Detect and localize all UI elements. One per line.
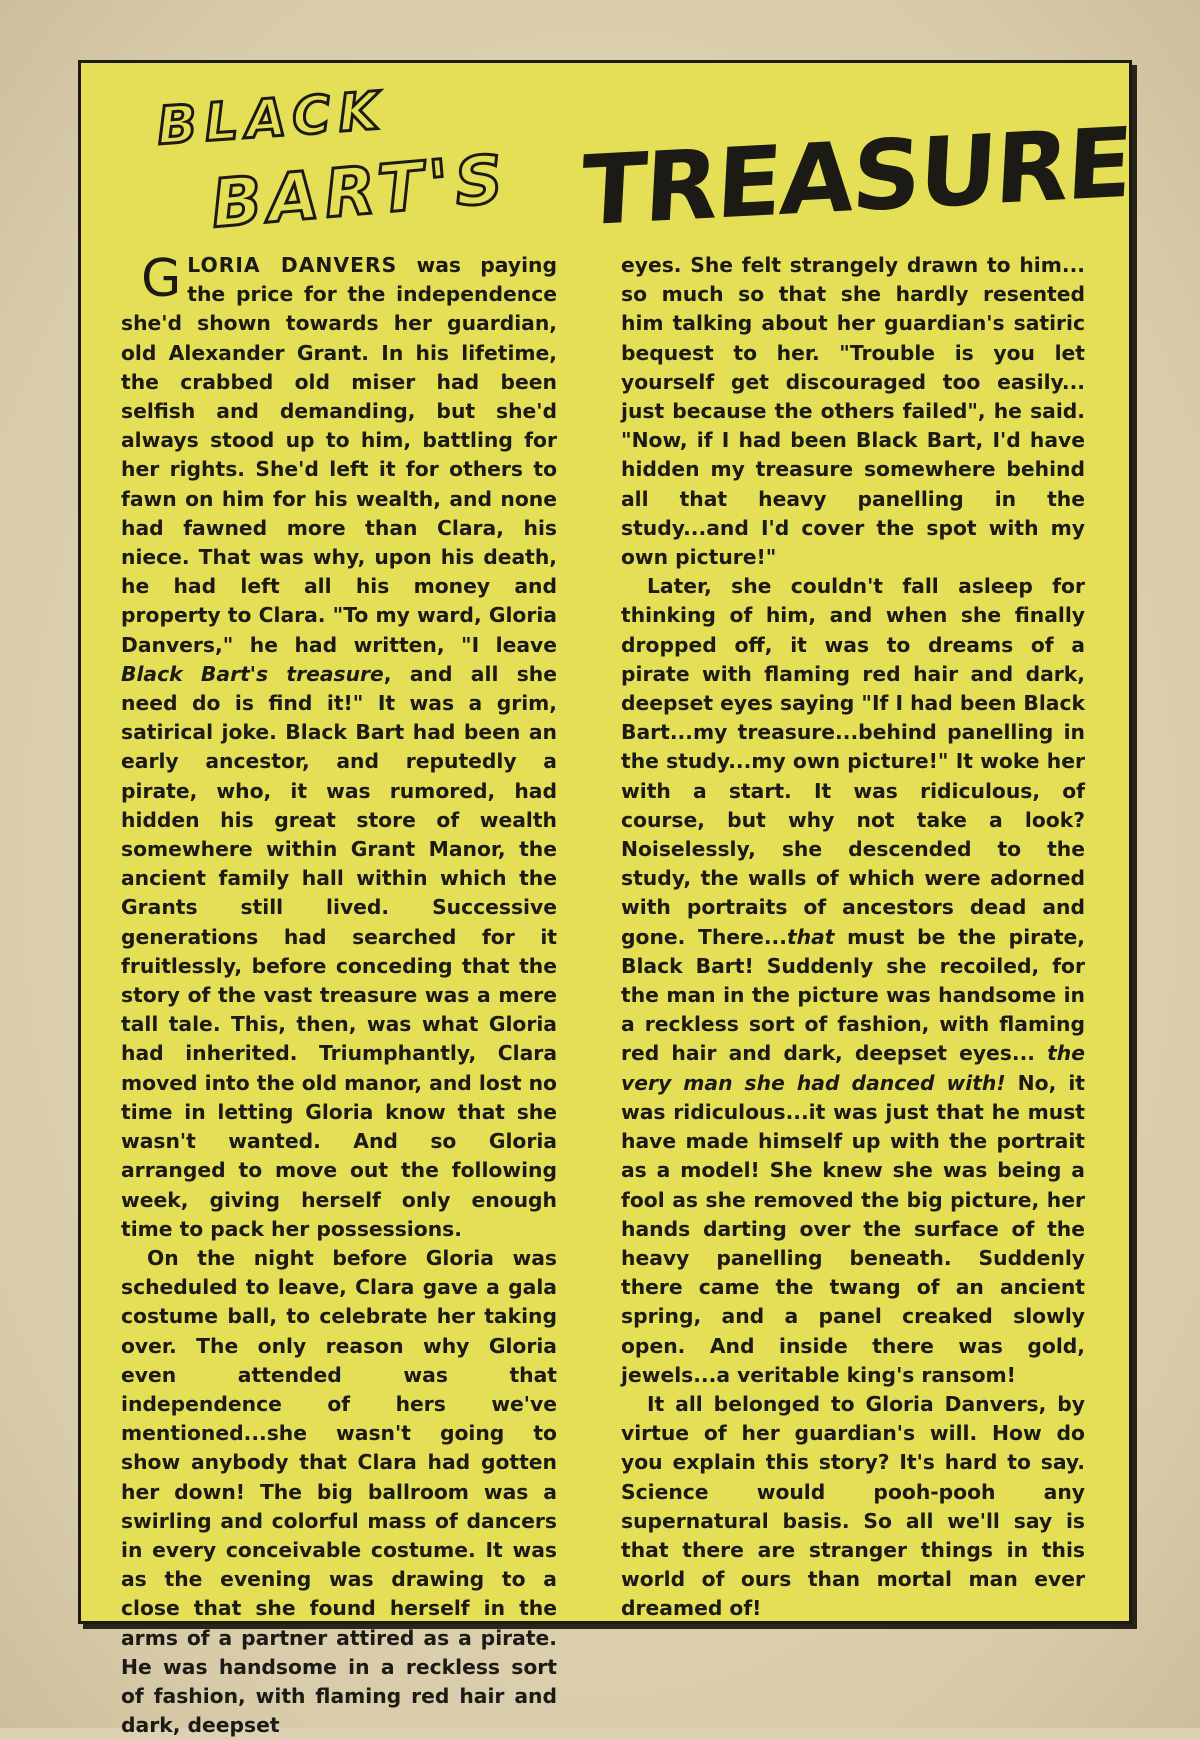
paragraph-3-italic-2: the very man she had danced with! (621, 1041, 1085, 1095)
paragraph-3-italic-1: that (786, 924, 835, 949)
paragraph-3-text-a: Later, she couldn't fall asleep for thinking of him, and when she finally dropped off, it was to dreams of a pirate with flaming red hair and dark, deepset eyes saying "If I had been Black Bart...my treasure...behind panelling in the study...my own picture!" It woke her with a start. It was ridiculous, of course, but why not take a look? Noiselessly, she descended to the study, the walls of which were adorned with portraits of ancestors dead and gone. There... (621, 574, 1085, 949)
story-title (81, 63, 1134, 253)
drop-cap: G (141, 249, 182, 309)
paragraph-2-continued: eyes. She felt strangely drawn to him... so much so that she hardly resented him talking about her guardian's satiric bequest to her. "Trouble is you let yourself get discouraged too easily... just because the others failed", he said. "Now, if I had been Black Bart, I'd have hidden my treasure somewhere behind all that heavy panelling in the study...and I'd cover the spot with my own picture!" (621, 253, 1085, 570)
story-panel (78, 60, 1134, 1738)
paragraph-3 (621, 572, 1085, 1390)
paragraph-1-text-a: was paying the price for the independence she'd shown towards her guardian, old Alexander Grant. In his lifetime, the crabbed old miser had been selfish and demanding, but she'd always stood up to him, battling for her rights. She'd left it for others to fawn on him for his wealth, and none had fawned more than Clara, his niece. That was why, upon his death, he had left all his money and property to Clara. "To my ward, Gloria Danvers," he had written, "I leave (121, 253, 558, 657)
text-column-left (121, 251, 557, 1740)
text-column-right (621, 251, 1085, 1624)
paragraph-1-italic: Black Bart's treasure (121, 661, 384, 686)
paragraph-2: On the night before Gloria was scheduled to leave, Clara gave a gala costume ball, to celebrate her taking over. The only reason why Gloria even attended was that independence of hers we've mentioned...she wasn't going to show anybody that Clara had gotten her down! The big ballroom was a swirling and colorful mass of dancers in every conceivable costume. It was as the evening was drawing to a close that she found herself in the arms of a partner attired as a pirate. He was handsome in a reckless sort of fashion, with flaming red hair and dark, deepset (121, 1245, 557, 1738)
title-line-treasure: TREASURE (578, 106, 1134, 248)
paragraph-1-lead: LORIA DANVERS (187, 253, 398, 277)
paragraph-3-text-b: must be the pirate, Black Bart! Suddenly she recoiled, for the man in the picture was handsome in a reckless sort of fashion, with flaming red hair and dark, deepset eyes... (621, 924, 1085, 1066)
paragraph-1-text-b: , and all she need do is find it!" It was a grim, satirical joke. Black Bart had been an early ancestor, and reputedly a pirate, who, it was rumored, had hidden his great store of wealth somewhere within Grant Manor, the ancient family hall within which the Grants still lived. Successive generations had searched for it fruitlessly, before conceding that the story of the vast treasure was a mere tall tale. This, then, was what Gloria had inherited. Triumphantly, Clara moved into the old manor, and lost no time in letting Gloria know that she wasn't wanted. And so Gloria arranged to move out the following week, giving herself only enough time to pack her possessions. (121, 661, 557, 1241)
title-line-barts: BART'S (208, 140, 512, 243)
title-line-black: BLACK (155, 81, 389, 157)
paragraph-4: It all belonged to Gloria Danvers, by virtue of her guardian's will. How do you explain this story? It's hard to say. Science would pooh-pooh any supernatural basis. So all we'll say is that there are stranger things in this world of ours than mortal man ever dreamed of! (621, 1391, 1085, 1621)
paragraph-3-text-c: No, it was ridiculous...it was just that he must have made himself up with the portrait as a model! She knew she was being a fool as she removed the big picture, her hands darting over the surface of the heavy panelling beneath. Suddenly there came the twang of an ancient spring, and a panel creaked slowly open. And inside there was gold, jewels...a veritable king's ransom! (621, 1070, 1085, 1387)
paragraph-1 (121, 251, 557, 1244)
